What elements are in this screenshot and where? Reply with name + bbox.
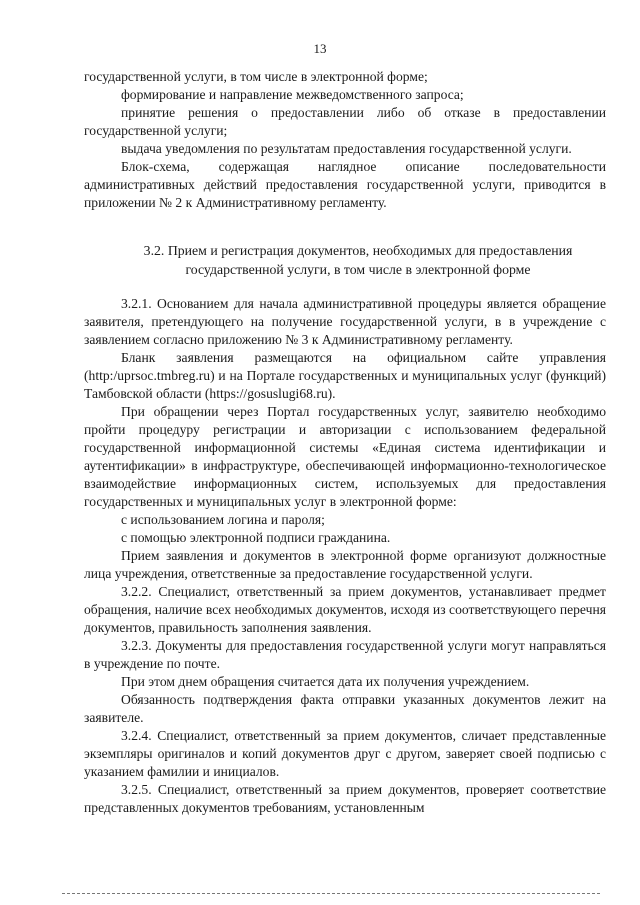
paragraph: Обязанность подтверждения факта отправки указанных документов лежит на заявителе. (84, 692, 606, 725)
section-heading-block (108, 241, 608, 279)
paragraph: формирование и направление межведомственного запроса; (121, 87, 464, 102)
paragraph: При этом днем обращения считается дата их получения учреждением. (121, 674, 530, 689)
paragraph: 3.2.4. Специалист, ответственный за прием документов, сличает представленные экземпляры оригиналов и копий документов друг с другом, заверяет своей подписью с указанием фамилии и инициалов. (84, 728, 606, 779)
paragraph: При обращении через Портал государственных услуг, заявителю необходимо пройти процедуру регистрации и авторизации с использованием федеральной государственной информационной системы «Единая система идентификации и аутентификации» в инфраструктуре, обеспечивающей информационно-технологическое взаимодействие информационных систем, используемых для предоставления государственных и муниципальных услуг в электронной форме: (84, 404, 606, 509)
paragraph: с использованием логина и пароля; (121, 512, 325, 527)
paragraph: выдача уведомления по результатам предоставления государственной услуги. (121, 141, 572, 156)
paragraph: принятие решения о предоставлении либо об отказе в предоставлении государственной услуги; (84, 105, 606, 138)
page-number: 13 (313, 41, 327, 56)
scan-edge-line (62, 893, 600, 894)
paragraph: Блок-схема, содержащая наглядное описание последовательности административных действий предоставления государственной услуги, приводится в приложении № 2 к Административному регламенту. (84, 159, 606, 210)
paragraph: 3.2.5. Специалист, ответственный за прием документов, проверяет соответствие представленных документов требованиям, установленным (84, 782, 606, 815)
paragraph: Бланк заявления размещаются на официальном сайте управления (http:/uprsoc.tmbreg.ru) и на Портале государственных и муниципальных услуг (функций) Тамбовской области (https://gosuslugi68.ru). (84, 350, 606, 401)
paragraph: 3.2.2. Специалист, ответственный за прием документов, устанавливает предмет обращения, наличие всех необходимых документов, исходя из соответствующего перечня документов, правильность заполнения заявления. (84, 584, 606, 635)
paragraph: 3.2.3. Документы для предоставления государственной услуги могут направляться в учреждение по почте. (84, 638, 606, 671)
body-paragraphs (84, 295, 606, 817)
top-paragraphs (84, 68, 606, 212)
paragraph: государственной услуги, в том числе в электронной форме; (84, 69, 428, 84)
paragraph: Прием заявления и документов в электронной форме организуют должностные лица учреждения, ответственные за предоставление государственной услуги. (84, 548, 606, 581)
paragraph: 3.2.1. Основанием для начала административной процедуры является обращение заявителя, претендующего на получение государственной услуги, в в учреждение с заявлением согласно приложению № 3 к Административному регламенту. (84, 296, 606, 347)
section-heading: 3.2. Прием и регистрация документов, необходимых для предоставления государственной услуги, в том числе в электронной форме (143, 243, 573, 277)
paragraph: с помощью электронной подписи гражданина. (121, 530, 391, 545)
